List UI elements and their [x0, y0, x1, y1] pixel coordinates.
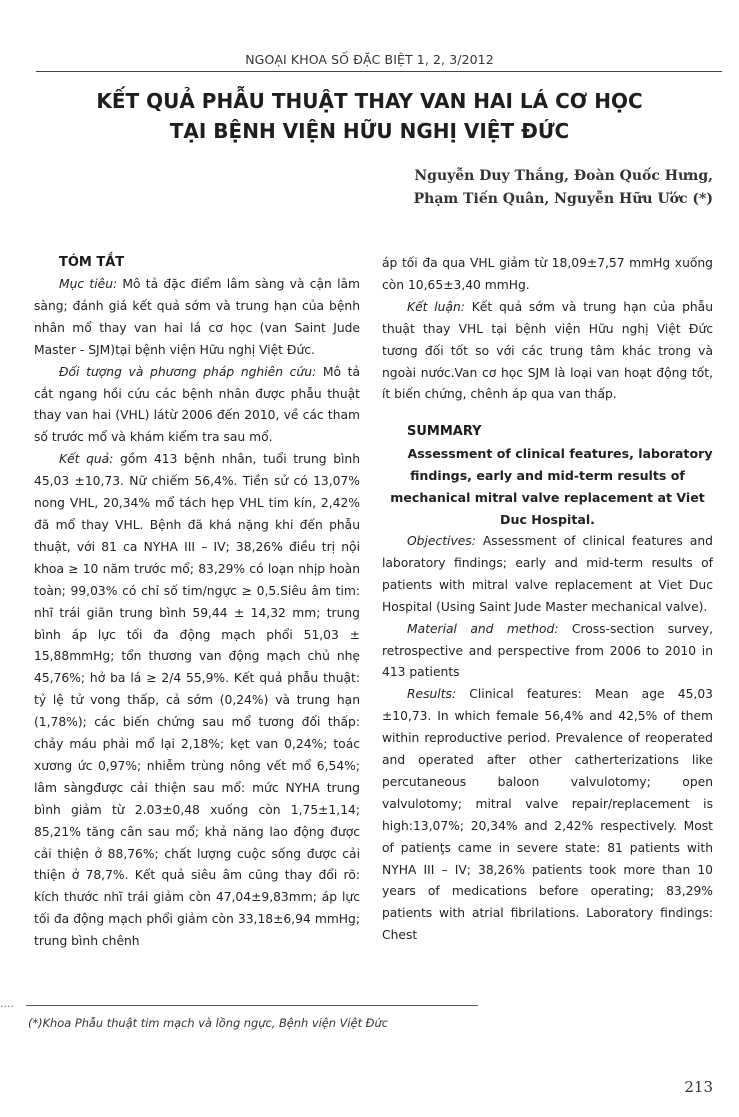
- methods-lead: Đối tượng và phương pháp nghiên cứu:: [59, 364, 317, 379]
- abstract-methods: [34, 362, 360, 450]
- abstract-results-continued: áp tối đa qua VHL giảm từ 18,09±7,57 mmHg xuống còn 10,65±3,40 mmHg.: [382, 256, 713, 292]
- authors-line-2: Phạm Tiến Quân, Nguyễn Hữu Ước (*): [413, 191, 713, 207]
- summary-objectives-lead: Objectives:: [407, 533, 476, 548]
- author-list: [414, 165, 713, 211]
- right-column: [382, 253, 713, 947]
- summary-results-text: Clinical features: Mean age 45,03 ±10,73. In which female 56,4% and 42,5% of them within reproductive period. Prevalence of reoperated and operated after other catherterizations like percutaneous baloon valvulotomy; open valvulotomy; mitral valve repair/replacement is high:13,07%; 20,34% and 2,42% respectively. Most of patienţs came in severe state: 81 patients with NYHA III – IV; 38,26% patients took more than 10 years of medications before operating; 83,29% patients with atrial fibrilations. Laboratory findings: Chest: [382, 687, 713, 943]
- abstract-results: [34, 449, 360, 953]
- left-column: [34, 252, 360, 953]
- footnote-dots: ....: [0, 997, 14, 1010]
- summary-heading: SUMMARY: [407, 424, 482, 440]
- summary-objectives-text: Assessment of clinical features and laboratory findings; early and mid-term results of patients with mitral valve replacement at Viet Duc Hospital (Using Saint Jude Master mechanical valve).: [382, 533, 713, 614]
- methods-text: Mô tả cắt ngang hồi cứu các bệnh nhân được phẫu thuật thay van hai (VHL) látừ 2006 đến 2010, về các tham số trước mổ và khám kiểm tra sau mổ.: [34, 364, 361, 445]
- summary-title: Assessment of clinical features, laboratory findings, early and mid-term results of mechanical mitral valve replacement at Viet Duc Hospital.: [390, 446, 713, 528]
- header-rule: [36, 71, 722, 72]
- summary-methods: [382, 619, 713, 685]
- abstract-objectives: [34, 274, 360, 362]
- summary-results-lead: Results:: [407, 687, 457, 702]
- title-line-1: KẾT QUẢ PHẪU THUẬT THAY VAN HAI LÁ CƠ HỌC: [96, 89, 643, 113]
- abstract-conclusion: [382, 297, 713, 407]
- title-line-2: TẠI BỆNH VIỆN HỮU NGHỊ VIỆT ĐỨC: [169, 119, 570, 143]
- objectives-lead: Mục tiêu:: [59, 277, 118, 291]
- summary-methods-lead: Material and method:: [407, 621, 559, 636]
- journal-header: NGOẠI KHOA SỐ ĐẶC BIỆT 1, 2, 3/2012: [245, 52, 494, 67]
- objectives-text: Mô tả đặc điểm lâm sàng và cận lâm sàng; đánh giá kết quả sớm và trung hạn của bệnh nhân mổ thay van hai lá cơ học (van Saint Jude Master - SJM)tại bệnh viện Hữu nghị Việt Đức.: [34, 277, 360, 357]
- abstract-heading: TÓM TẮT: [59, 255, 125, 270]
- article-title: [40, 86, 699, 146]
- results-text: gồm 413 bệnh nhân, tuổi trung bình 45,03 ±10,73. Nữ chiếm 56,4%. Tiền sử có 13,07% nong VHL, 20,34% mổ tách hẹp VHL tim kín, 2,42% đã mổ thay VHL. Bệnh đã khá nặng khi đến phẫu thuật, với 81 ca NYHA III – IV; 38,26% điều trị nội khoa ≥ 10 năm trước mổ; 83,29% có loạn nhịp hoàn toàn; 99,03% có chỉ số tim/ngực ≥ 0,5.Siêu âm tim: nhĩ trái giãn trung bình 59,44 ± 14,32 mm; trung bình áp lực tối đa động mạch phổi 51,03 ± 15,88mmHg; tổn thương van động mạch chủ nhẹ 45,76%; hở ba lá ≥ 2/4 55,9%. Kết quả phẫu thuật: tỷ lệ tử vong thấp, cả sớm (0,24%) và trung hạn (1,78%); các biến chứng sau mổ tương đối thấp: chảy máu phải mổ lại 2,18%; kẹt van 0,24%; toác xương ức 0,97%; nhiễm trùng nông vết mổ 6,54%; lâm sàngđược cải thiện sau mổ: mức NYHA trung bình giảm từ 2.03±0,48 xuống còn 1,75±1,14; 85,21% tăng cân sau mổ; khả năng lao động được cải thiện ở 88,76%; chất lượng cuộc sống được cải thiện ở 78,7%. Kết quả siêu âm cũng thay đổi rõ: kích thước nhĩ trái giảm còn 47,04±9,83mm; áp lực tối đa động mạch phổi giảm còn 33,18±6,94 mmHg; trung bình chênh: [34, 452, 361, 949]
- summary-objectives: [382, 531, 713, 619]
- page-number: 213: [684, 1078, 713, 1096]
- affiliation-footnote: (*)Khoa Phẫu thuật tim mạch và lồng ngực, Bệnh viện Việt Đức: [28, 1016, 388, 1030]
- results-lead: Kết quả:: [59, 452, 114, 467]
- authors-line-1: Nguyễn Duy Thắng, Đoàn Quốc Hưng,: [414, 168, 713, 184]
- conclusion-text: Kết quả sớm và trung hạn của phẫu thuật thay VHL tại bệnh viện Hữu nghị Việt Đức tương đối tốt so với các trung tâm khác trong và ngoài nước.Van cơ học SJM là loại van hoạt động tốt, ít biến chứng, chênh áp qua van thấp.: [382, 299, 713, 402]
- conclusion-lead: Kết luận:: [407, 299, 465, 314]
- summary-methods-text: Cross-section survey, retrospective and perspective from 2006 to 2010 in 413 patients: [382, 621, 713, 680]
- summary-results: [382, 684, 713, 947]
- footnote-rule: [26, 1005, 478, 1006]
